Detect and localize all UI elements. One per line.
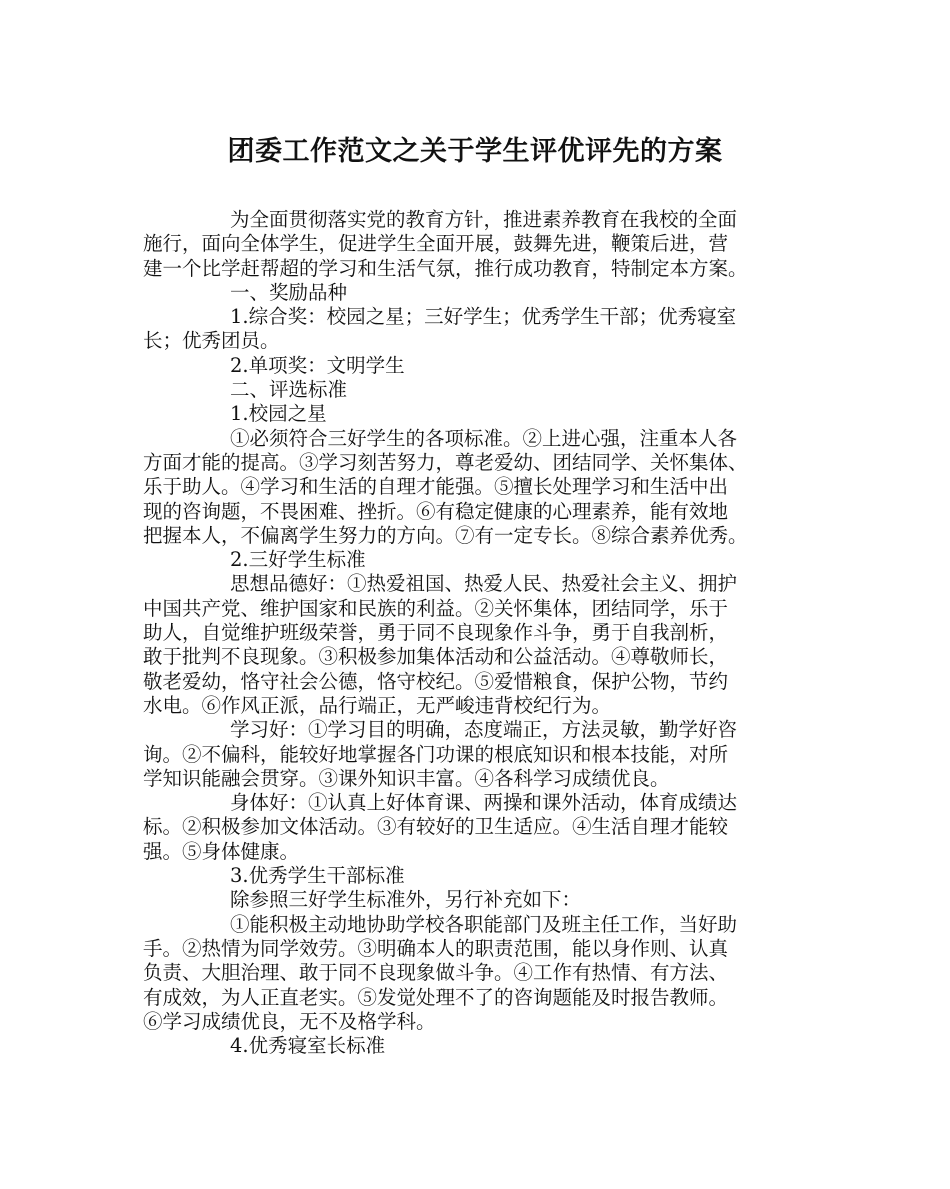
text-line: 一、奖励品种 (230, 280, 348, 304)
document-title: 团委工作范文之关于学生评优评先的方案 (227, 136, 723, 167)
text-line: 水电。⑥作风正派，品行端正，无严峻违背校纪行为。 (143, 693, 612, 717)
document-body (143, 208, 823, 1058)
text-line: 2.三好学生标准 (230, 548, 366, 572)
text-line: 施行，面向全体学生，促进学生全面开展，鼓舞先进，鞭策后进，营 (143, 232, 729, 256)
text-line: 有成效，为人正直老实。⑤发觉处理不了的咨询题能及时报告教师。 (143, 985, 729, 1009)
text-line: 负责、大胆治理、敢于同不良现象做斗争。④工作有热情、有方法、 (143, 961, 729, 985)
text-line: ⑥学习成绩优良，无不及格学科。 (143, 1009, 436, 1033)
text-line: ①必须符合三好学生的各项标准。②上进心强，注重本人各 (230, 426, 738, 450)
text-line: 学习好：①学习目的明确，态度端正，方法灵敏，勤学好咨 (230, 718, 738, 742)
text-line: 1.校园之星 (230, 402, 327, 426)
text-line: 思想品德好：①热爱祖国、热爱人民、热爱社会主义、拥护 (230, 572, 738, 596)
text-line: 询。②不偏科，能较好地掌握各门功课的根底知识和根本技能，对所 (143, 742, 729, 766)
text-line: 3.优秀学生干部标准 (230, 864, 405, 888)
text-line: 身体好：①认真上好体育课、两操和课外活动，体育成绩达 (230, 791, 738, 815)
text-line: 学知识能融会贯穿。③课外知识丰富。④各科学习成绩优良。 (143, 766, 670, 790)
text-line: 把握本人，不偏离学生努力的方向。⑦有一定专长。⑧综合素养优秀。 (143, 523, 748, 547)
text-line: 标。②积极参加文体活动。③有较好的卫生适应。④生活自理才能较 (143, 815, 729, 839)
text-line: 现的咨询题，不畏困难、挫折。⑥有稳定健康的心理素养，能有效地 (143, 499, 729, 523)
text-line: 二、评选标准 (230, 378, 348, 402)
text-line: 1.综合奖：校园之星；三好学生；优秀学生干部；优秀寝室 (230, 305, 737, 329)
text-line: 为全面贯彻落实党的教育方针，推进素养教育在我校的全面 (230, 208, 738, 231)
text-line: 4.优秀寝室长标准 (230, 1034, 386, 1058)
text-line: 长；优秀团员。 (143, 329, 280, 353)
text-line: 手。②热情为同学效劳。③明确本人的职责范围，能以身作则、认真 (143, 936, 729, 960)
text-line: 除参照三好学生标准外，另行补充如下： (230, 888, 582, 912)
text-line: 2.单项奖：文明学生 (230, 353, 405, 377)
text-line: 建一个比学赶帮超的学习和生活气氛，推行成功教育，特制定本方案。 (143, 256, 748, 280)
text-line: ①能积极主动地协助学校各职能部门及班主任工作，当好助 (230, 912, 738, 936)
text-line: 强。⑤身体健康。 (143, 839, 300, 863)
text-line: 方面才能的提高。③学习刻苦努力，尊老爱幼、团结同学、关怀集体、 (143, 450, 748, 474)
text-line: 敬老爱幼，恪守社会公德，恪守校纪。⑤爱惜粮食，保护公物，节约 (143, 669, 729, 693)
text-line: 中国共产党、维护国家和民族的利益。②关怀集体，团结同学，乐于 (143, 596, 729, 620)
text-line: 助人，自觉维护班级荣誉，勇于同不良现象作斗争，勇于自我剖析， (143, 621, 729, 645)
text-line: 敢于批判不良现象。③积极参加集体活动和公益活动。④尊敬师长， (143, 645, 729, 669)
text-line: 乐于助人。④学习和生活的自理才能强。⑤擅长处理学习和生活中出 (143, 475, 729, 499)
